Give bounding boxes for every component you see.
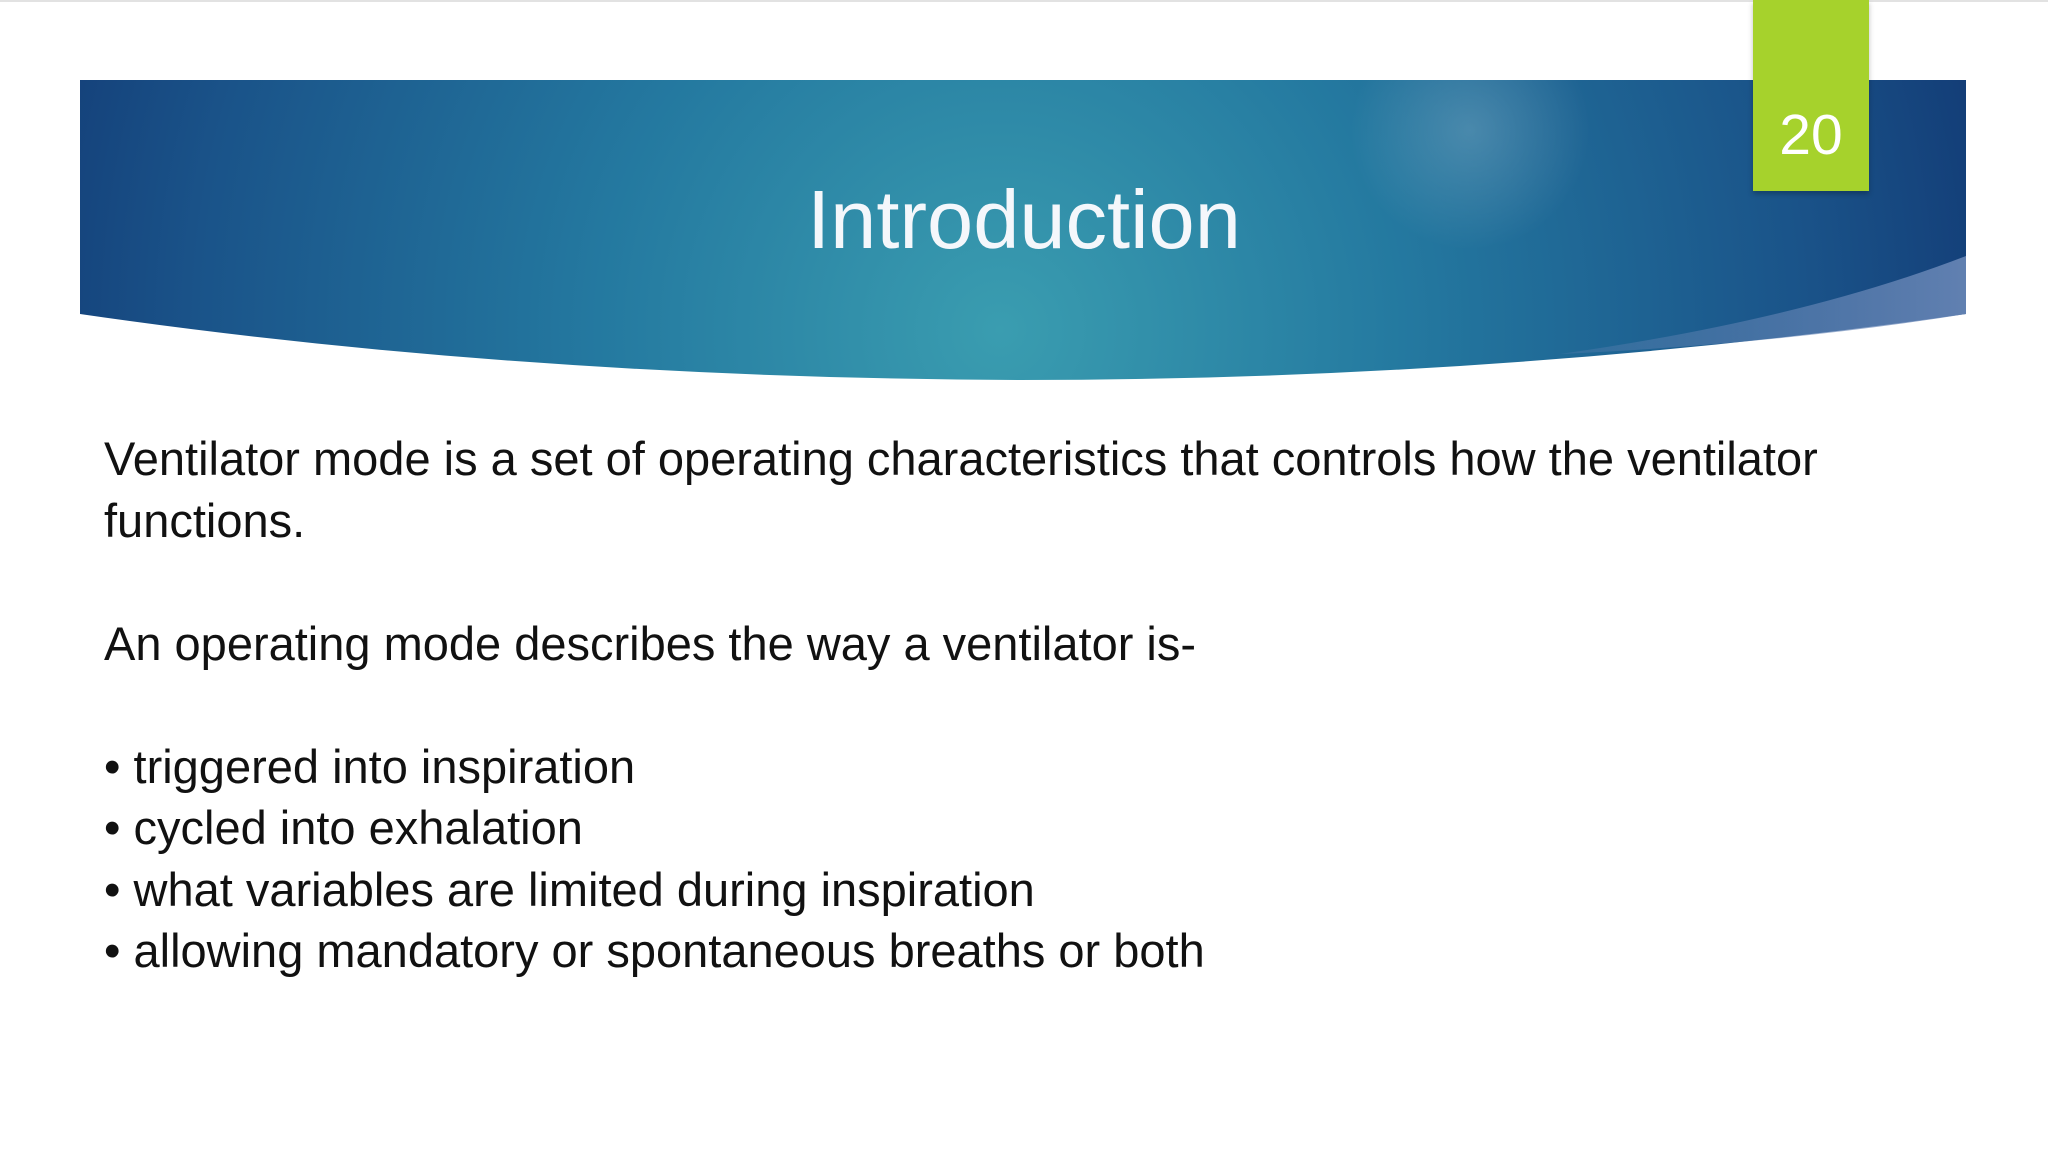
list-item: • allowing mandatory or spontaneous breaths or both	[104, 924, 1205, 977]
list-item: • what variables are limited during inspiration	[104, 862, 1035, 916]
intro-paragraph: An operating mode describes the way a ventilator is-	[104, 616, 1197, 670]
paragraph-gap	[104, 674, 1924, 736]
page-number: 20	[1779, 103, 1843, 167]
bullet-list	[104, 736, 1924, 982]
list-item: • cycled into exhalation	[104, 801, 583, 854]
paragraph-gap	[104, 551, 1924, 613]
list-item: • triggered into inspiration	[104, 739, 636, 793]
definition-paragraph: Ventilator mode is a set of operating characteristics that controls how the ventilator functions.	[104, 432, 1818, 547]
slide-title: Introduction	[807, 173, 1241, 266]
page-number-badge	[1753, 0, 1869, 191]
slide-body	[104, 428, 1924, 982]
